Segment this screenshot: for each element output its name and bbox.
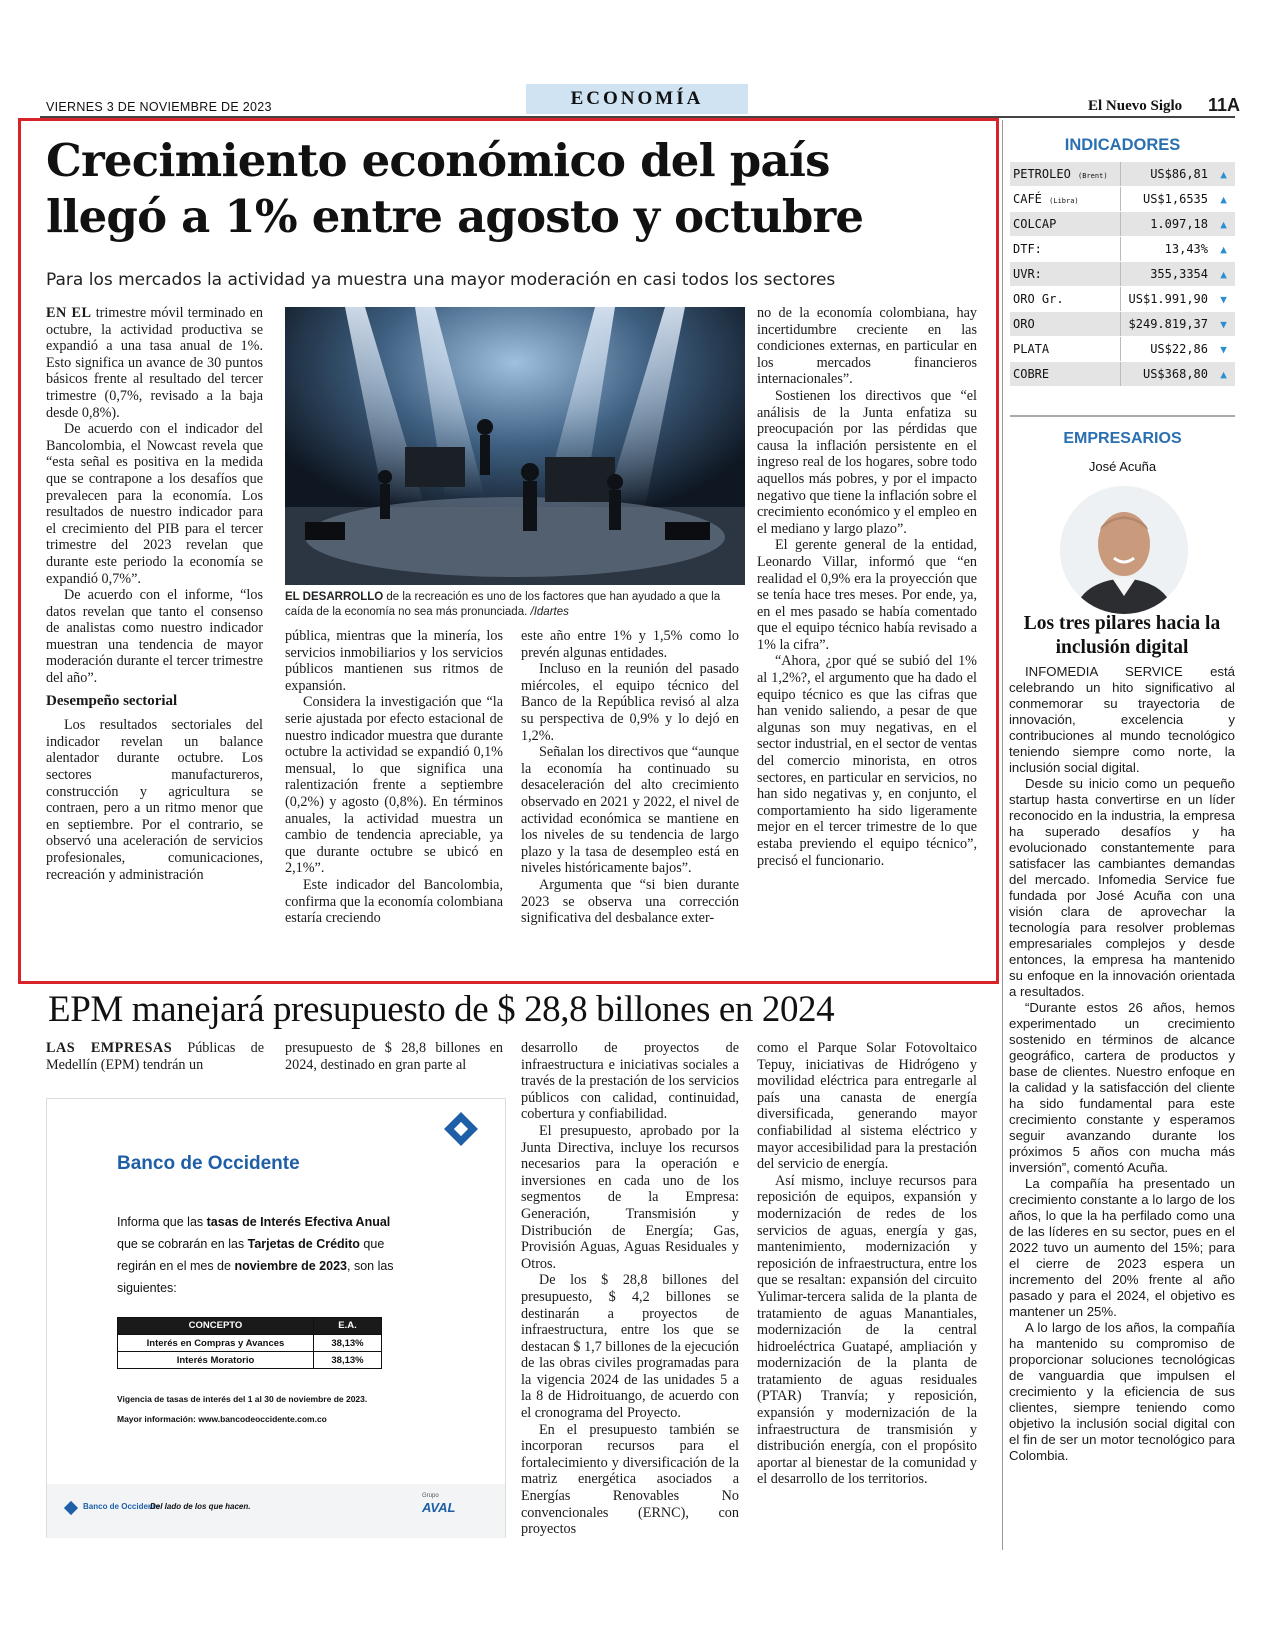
article2-headline: EPM manejará presupuesto de $ 28,8 billones en 2024 <box>48 989 835 1030</box>
indicator-value: 355,3354 <box>1120 262 1212 286</box>
sidebar-divider <box>1002 120 1003 1550</box>
validity-note: Vigencia de tasas de interés del 1 al 30 de noviembre de 2023. <box>117 1394 368 1404</box>
indicator-row <box>1010 362 1235 387</box>
portrait-image <box>1060 486 1188 614</box>
paragraph: EN EL trimestre móvil terminado en octubre, la actividad productiva se expandió a una tasa anual de 1%. Esto significa un avance de 30 puntos básicos frente al resultado del tercer trimestre (0,7%, revisado a la baja desde 0,8%). <box>46 305 263 421</box>
sidebar-headline: Los tres pilares hacia la inclusión digital <box>1023 613 1221 658</box>
paragraph: La compañía ha presentado un crecimiento constante a lo largo de los años, lo que la ha perfilado como una de las líderes en su sector, pues en el 2022 tuvo un aumento del 15%; para el cierre de 2023 espera un incremento del 20% frente al año pasado y para el 2024, el objetivo es mantener un 25%. <box>1009 1176 1235 1319</box>
paragraph: como el Parque Solar Fotovoltaico Tepuy, iniciativas de Hidrógeno y movilidad eléctrica para entregarle al país una canasta de energía diversificada, generando mayor confiabilidad al sistema eléctrico y mayor accesibilidad para la prestación del servicio de energía. <box>757 1040 977 1173</box>
paragraph: El gerente general de la entidad, Leonardo Villar, informó que “en realidad el 0,9% era la proyección que se tenía hace tres meses. Por ende, ya, en el mes pasado se había comentado que el equipo técnico había revisado a 1% la cifra”. <box>757 537 977 653</box>
paragraph: Desde su inicio como un pequeño startup hasta convertirse en un líder reconocido en la industria, la empresa ha superado desafíos y ha evolucionado constantemente para satisfacer las cambiantes demandas del mercado. Infomedia Service fue fundada por José Acuña con una visión clara de aprovechar la tecnología para resolver problemas empresariales complejos y desde entonces, la empresa ha mantenido su enfoque en la innovación orientada a resultados. <box>1009 776 1235 999</box>
indicator-row <box>1010 287 1235 312</box>
paragraph: Este indicador del Bancolombia, confirma que la economía colombiana estaría creciendo <box>285 876 503 927</box>
indicator-label: PLATA <box>1013 342 1050 356</box>
subhead: Desempeño sectorial <box>46 692 178 709</box>
section-tab: ECONOMÍA <box>526 84 748 114</box>
indicator-label: CAFÉ (Libra) <box>1013 192 1079 206</box>
paragraph: no de la economía colombiana, hay incertidumbre creciente en las condiciones externas, en particular en los mercados financieros internacionales”. <box>757 305 977 388</box>
group-logo: AVAL <box>422 1500 456 1515</box>
bank-advertisement <box>46 1098 506 1538</box>
indicator-row <box>1010 312 1235 337</box>
indicator-label: UVR: <box>1013 267 1042 281</box>
arrow-down-icon: ▼ <box>1220 342 1227 356</box>
indicator-row <box>1010 337 1235 362</box>
paragraph: De los $ 28,8 billones del presupuesto, $ 4,2 billones se destinarán a proyectos de infraestructura, entre los que se destacan $ 1,7 billones de la ejecución de las obras civiles programadas para la vigencia 2024 de las unidades 5 a la 8 de Hidroituango, de acuerdo con el cronograma del Proyecto. <box>521 1272 739 1422</box>
more-info-link[interactable]: Mayor información: www.bancodeoccidente.com.co <box>117 1414 327 1424</box>
article2-column-3 <box>521 1040 739 1538</box>
paragraph: Así mismo, incluye recursos para reposición de equipos, expansión y modernización de redes de los servicios de aguas, energía y gas, mantenimiento, modernización y reposición de infraestructura, entre los que se resaltan: expansión del circuito Yulimar-tercera salida de la planta de tratamiento de aguas Manantiales, modernización de la central hidroeléctrica Guatapé, ampliación y modernización de la planta de tratamiento de aguas residuales (PTAR) Tranvía; y reposición, expansión y modernización de la infraestructura de transmisión y distribución energía, con el propósito aportar al bienestar de la comunidad y el desarrollo de los territorios. <box>757 1172 977 1488</box>
arrow-up-icon: ▲ <box>1220 192 1227 206</box>
paragraph: “Ahora, ¿por qué se subió del 1% al 1,2%?, el argumento que ha dado el equipo técnico es que las cifras que han venido saliendo, a pesar de que algunas son muy negativas, en el sector industrial, en el sector de ventas del comercio minorista, en otros sectores, en particular en servicios, no han sido negativas y, en conjunto, el comportamiento ha sido ligeramente mejor en el tercer trimestre de lo que estaba previendo el equipo técnico”, precisó el funcionario. <box>757 653 977 869</box>
section-rule <box>1010 415 1235 417</box>
arrow-down-icon: ▼ <box>1220 317 1227 331</box>
paragraph: Considera la investigación que “la serie ajustada por efecto estacional de nuestro indicador muestra que durante octubre la actividad se expandió 0,1% mensual, lo que significa una ralentización frente a septiembre (0,2%) y agosto (0,8%). En términos anuales, la actividad muestra un cambio de tendencia apreciable, ya que durante octubre se ubicó en 2,1%”. <box>285 694 503 877</box>
indicator-value: US$1.991,90 <box>1120 287 1212 311</box>
arrow-down-icon: ▼ <box>1220 292 1227 306</box>
avatar <box>1060 486 1188 614</box>
article2-column-2 <box>285 1040 503 1073</box>
indicator-row <box>1010 262 1235 287</box>
table-row: Interés Moratorio 38,13% <box>118 1351 381 1368</box>
columnist-name: José Acuña <box>1088 459 1157 474</box>
paragraph: De acuerdo con el informe, “los datos revelan que tanto el consenso de analistas como nuestro indicador muestran una tendencia de mayor moderación durante el tercer trimestre del año”. <box>46 587 263 687</box>
page-number: 11A <box>1208 95 1241 115</box>
rates-table <box>117 1317 382 1369</box>
paragraph: Señalan los directivos que “aunque la economía ha continuado su desaceleración del alto crecimiento observado en 2021 y 2022, el nivel de actividad económica se mantiene en los niveles de su tendencia de largo plazo y la tasa de desempleo está en niveles históricamente bajos”. <box>521 744 739 877</box>
paragraph: Los resultados sectoriales del indicador revelan un balance alentador durante octubre. Los sectores manufactureros, construcción y agricultura se contraen, pero a un ritmo menor que en septiembre. Por el contrario, se observó una aceleración de servicios profesionales, comunicaciones, recreación y administración <box>46 717 263 883</box>
indicator-value: US$368,80 <box>1120 362 1212 386</box>
footer-bank-name: Banco de Occidente <box>83 1502 160 1511</box>
paragraph: En el presupuesto también se incorporan recursos para el fortalecimiento y diversificación de la matriz energética asociados a Energías Renovables No convencionales (ERNC), con proyectos <box>521 1421 739 1538</box>
group-label: Grupo <box>422 1493 439 1499</box>
indicator-row <box>1010 237 1235 262</box>
paragraph: desarrollo de proyectos de infraestructura e iniciativas sociales a través de la prestación de los servicios públicos con calidad, continuidad, cobertura y confiabilidad. <box>521 1040 739 1123</box>
concert-photo <box>285 307 745 585</box>
article-subtitle: Para los mercados la actividad ya muestra una mayor moderación en casi todos los sectores <box>46 270 836 290</box>
indicator-label: COLCAP <box>1013 217 1057 231</box>
rates-table-header: CONCEPTO E.A. <box>118 1318 381 1334</box>
paragraph: “Durante estos 26 años, hemos experimentado un crecimiento sostenido en términos de alcance geográfico, cartera de productos y base de clientes. Nuestro enfoque en la calidad y la satisfacción del cliente ha sido fundamental para este crecimiento constante y esperamos seguir avanzando durante los próximos 5 años con mucha más inversión”, comentó Acuña. <box>1009 1000 1235 1175</box>
masthead: El Nuevo Siglo <box>1088 98 1183 114</box>
indicators-table <box>1010 162 1235 387</box>
article-column-4 <box>757 305 977 869</box>
indicator-label: DTF: <box>1013 242 1042 256</box>
article-column-2 <box>285 628 503 927</box>
article-column-1 <box>46 305 263 883</box>
paragraph: Incluso en la reunión del pasado miércoles, el equipo técnico del Banco de la República revisó al alza su perspectiva de 0,9% y lo dejó en 1,2%. <box>521 661 739 744</box>
lead-in: LAS EMPRESAS <box>46 1040 173 1056</box>
indicator-value: 1.097,18 <box>1120 212 1212 236</box>
article2-column-1 <box>46 1040 264 1073</box>
indicator-value: US$86,81 <box>1120 162 1212 186</box>
ad-intro: Informa que las tasas de Interés Efectiva Anual que se cobrarán en las Tarjetas de Crédito que regirán en el mes de noviembre de 2023, son las siguientes: <box>117 1215 394 1295</box>
article-column-3 <box>521 628 739 927</box>
arrow-up-icon: ▲ <box>1220 367 1227 381</box>
indicator-note: (Libra) <box>1049 197 1079 205</box>
arrow-up-icon: ▲ <box>1220 167 1227 181</box>
arrow-up-icon: ▲ <box>1220 267 1227 281</box>
ad-footnote <box>117 1389 457 1429</box>
paragraph: pública, mientras que la minería, los servicios inmobiliarios y los servicios públicos mantienen sus ritmos de expansión. <box>285 628 503 694</box>
article2-column-4 <box>757 1040 977 1488</box>
indicator-row <box>1010 162 1235 187</box>
indicator-value: US$1,6535 <box>1120 187 1212 211</box>
bank-logo-icon <box>441 1109 481 1149</box>
arrow-up-icon: ▲ <box>1220 217 1227 231</box>
photo-caption: EL DESARROLLO de la recreación es uno de los factores que han ayudado a que la caída de la economía no sea más pronunciada. /Idartes <box>285 591 721 618</box>
indicator-note: (Brent) <box>1078 172 1108 180</box>
paragraph: De acuerdo con el indicador del Bancolombia, el Nowcast revela que “esta señal es positiva en la medida que se contrapone a los desafíos que prevalecen para la economía. Los resultados de nuestro indicador para el crecimiento del PIB para el tercer trimestre del 2023 revelan que durante este periodo la economía se expandió 0,7%”. <box>46 421 263 587</box>
paragraph: INFOMEDIA SERVICE está celebrando un hito significativo al conmemorar su trayectoria de innovación, excelencia y contribuciones al mundo tecnológico teniendo siempre como norte, la inclusión social digital. <box>1009 664 1235 775</box>
indicator-row <box>1010 212 1235 237</box>
paragraph: presupuesto de $ 28,8 billones en 2024, destinado en gran parte al <box>285 1040 503 1073</box>
arrow-up-icon: ▲ <box>1220 242 1227 256</box>
table-row: Interés en Compras y Avances 38,13% <box>118 1334 381 1351</box>
indicator-value: US$22,86 <box>1120 337 1212 361</box>
issue-date: VIERNES 3 DE NOVIEMBRE DE 2023 <box>46 100 272 114</box>
indicator-value: $249.819,37 <box>1120 312 1212 336</box>
bank-tagline: Del lado de los que hacen. <box>150 1502 251 1511</box>
article-headline: Crecimiento económico del país llegó a 1% entre agosto y octubre <box>46 134 864 243</box>
indicator-value: 13,43% <box>1120 237 1212 261</box>
indicator-label: ORO Gr. <box>1013 292 1064 306</box>
indicator-label: ORO <box>1013 317 1035 331</box>
indicator-label: COBRE <box>1013 367 1050 381</box>
paragraph: Argumenta que “si bien durante 2023 se observa una corrección significativa del desbalance exter- <box>521 876 739 927</box>
paragraph: El presupuesto, aprobado por la Junta Directiva, incluye los recursos necesarios para la operación e inversiones en cada uno de los segmentos de la Empresa: Generación, Transmisión y Distribución de Energía; Gas, Provisión Aguas, Aguas Residuales y Otros. <box>521 1122 739 1272</box>
stage-image <box>285 307 745 585</box>
paragraph: Sostienen los directivos que “el análisis de la Junta enfatiza su preocupación por las pérdidas que causa la inflación persistente en el ingreso real de los hogares, sobre todo aquellos más pobres, y por el impacto negativo que tiene la inflación sobre el crecimiento económico y el empleo en el mediano y largo plazo”. <box>757 387 977 537</box>
lead-in: EN EL <box>46 305 92 321</box>
indicator-label: PETROLEO (Brent) <box>1013 167 1108 181</box>
indicators-title: INDICADORES <box>1064 136 1181 154</box>
paragraph: A lo largo de los años, la compañía ha mantenido su compromiso de proporcionar soluciones tecnológicas de vanguardia que impulsen el crecimiento y la eficiencia de sus clientes, siempre teniendo como objetivo la inclusión social digital con el fin de ser un motor tecnológico para Colombia. <box>1009 1320 1235 1463</box>
empresarios-title: EMPRESARIOS <box>1063 430 1182 447</box>
bank-name: Banco de Occidente <box>117 1153 300 1174</box>
caption-lead: EL DESARROLLO <box>285 591 384 603</box>
bank-small-logo-icon <box>63 1500 79 1516</box>
photo-credit: /Idartes <box>530 606 569 618</box>
indicator-row <box>1010 187 1235 212</box>
ad-footer-bar <box>47 1484 505 1538</box>
sidebar-column <box>1009 664 1235 1464</box>
paragraph: este año entre 1% y 1,5% como lo prevén algunas entidades. <box>521 628 739 661</box>
paragraph: LAS EMPRESAS Públicas de Medellín (EPM) tendrán un <box>46 1040 265 1073</box>
